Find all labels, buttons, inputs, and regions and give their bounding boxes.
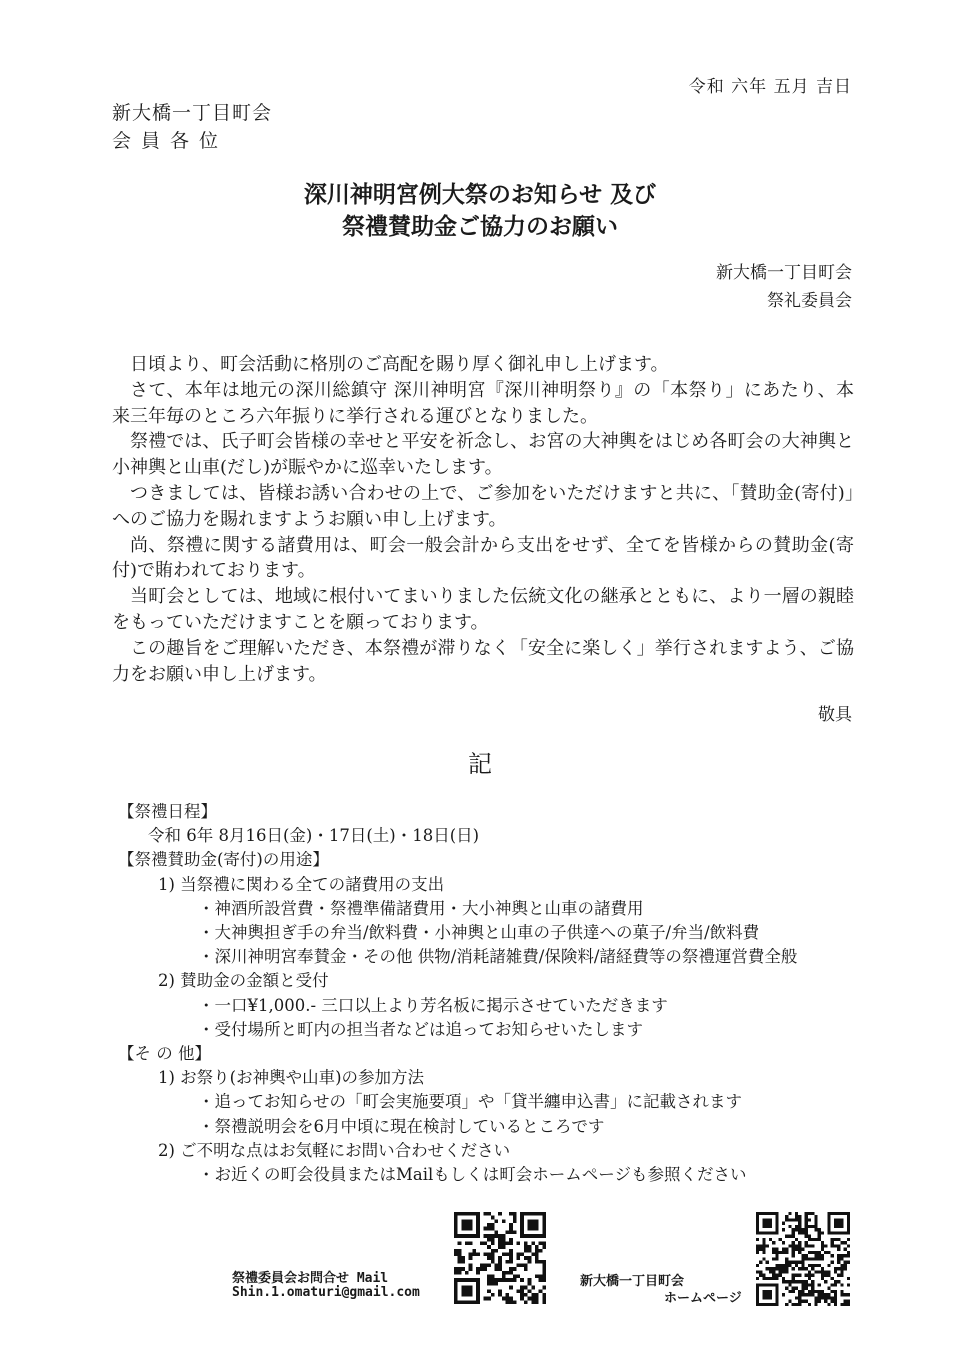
mail-address-link[interactable]: Shin.1.omaturi@gmail.com [232, 1285, 420, 1300]
body-paragraph: 当町会としては、地域に根付いてまいりました伝統文化の継承とともに、より一層の親睦をもっていただけますことを願っております。 [112, 586, 854, 633]
body-paragraph: この趣旨をご理解いただき、本祭禮が滞りなく「安全に楽しく」挙行されますよう、ご協力をお願い申し上げます。 [112, 637, 854, 685]
recipient-members: 会員各位 [112, 130, 229, 152]
donation-bullet: ・一口¥1,000.- 三口以上より芳名板に掲示させていただきます [198, 995, 668, 1015]
title-line-1: 深川神明宮例大祭のお知らせ 及び [303, 182, 657, 208]
closing-keigu: 敬具 [818, 705, 852, 725]
body-paragraph: 日頃より、町会活動に格別のご高配を賜り厚く御礼申し上げます。 [130, 354, 669, 375]
other-bullet: ・追ってお知らせの「町会実施要項」や「貸半纏申込書」に記載されます [198, 1092, 743, 1112]
details-section [118, 800, 797, 1187]
recipient-org: 新大橋一丁目町会 [112, 102, 273, 124]
donation-bullet: ・神酒所設営費・祭禮準備諸費用・大小神輿と山車の諸費用 [198, 898, 644, 918]
schedule-dates: 令和 6年 8月16日(金)・17日(土)・18日(日) [148, 826, 480, 846]
homepage-org-label: 新大橋一丁目町会 [580, 1274, 685, 1289]
homepage-label: ホームページ [664, 1291, 742, 1306]
letter-body [112, 352, 854, 687]
title-line-2: 祭禮賛助金ご協力のお願い [342, 214, 618, 240]
body-paragraph: 祭禮では、氏子町会皆様の幸せと平安を祈念し、お宮の大神輿をはじめ各町会の大神輿と小神輿と山車(だし)が賑やかに巡幸いたします。 [112, 431, 854, 479]
sender-org: 新大橋一丁目町会 [716, 263, 852, 283]
donation-bullet: ・受付場所と町内の担当者などは追ってお知らせいたします [198, 1019, 644, 1039]
other-item-2: 2) ご不明な点はお気軽にお問い合わせください [158, 1140, 511, 1160]
sender-committee: 祭礼委員会 [767, 291, 852, 311]
donation-heading: 【祭禮賛助金(寄付)の用途】 [118, 850, 329, 870]
schedule-heading: 【祭禮日程】 [118, 802, 217, 821]
document-date: 令和 六年 五月 吉日 [688, 77, 852, 97]
qr-code-icon[interactable] [756, 1212, 850, 1306]
other-item-1: 1) お祭り(お神輿や山車)の参加方法 [158, 1068, 425, 1088]
other-bullet: ・祭禮説明会を6月中頃に現在検討しているところです [198, 1116, 605, 1136]
body-paragraph: 尚、祭禮に関する諸費用は、町会一般会計から支出をせず、全てを皆様からの賛助金(寄付)で賄われております。 [112, 534, 854, 582]
donation-bullet: ・大神輿担ぎ手の弁当/飲料費・小神輿と山車の子供達への菓子/弁当/飲料費 [198, 923, 760, 943]
donation-bullet: ・深川神明宮奉賛金・その他 供物/消耗諸雑費/保険料/諸経費等の祭禮運営費全般 [198, 947, 798, 967]
body-paragraph: つきましては、皆様お誘い合わせの上で、ご参加をいただけますと共に、「賛助金(寄付)」へのご協力を賜れますようお願い申し上げます。 [112, 482, 854, 530]
other-heading: 【そ の 他】 [118, 1044, 211, 1064]
body-paragraph: さて、本年は地元の深川総鎮守 深川神明宮『深川神明祭り』の「本祭り」にあたり、本来三年毎のところ六年振りに挙行される運びとなりました。 [112, 379, 854, 427]
other-bullet: ・お近くの町会役員またはMailもしくは町会ホームページも参照ください [198, 1165, 747, 1185]
qr-code-icon[interactable] [454, 1212, 546, 1304]
ki-heading: 記 [468, 750, 492, 778]
donation-item-1: 1) 当祭禮に関わる全ての諸費用の支出 [158, 874, 445, 894]
mail-contact-label: 祭禮委員会お問合せ Mail [232, 1271, 389, 1286]
donation-item-2: 2) 賛助金の金額と受付 [158, 971, 329, 991]
